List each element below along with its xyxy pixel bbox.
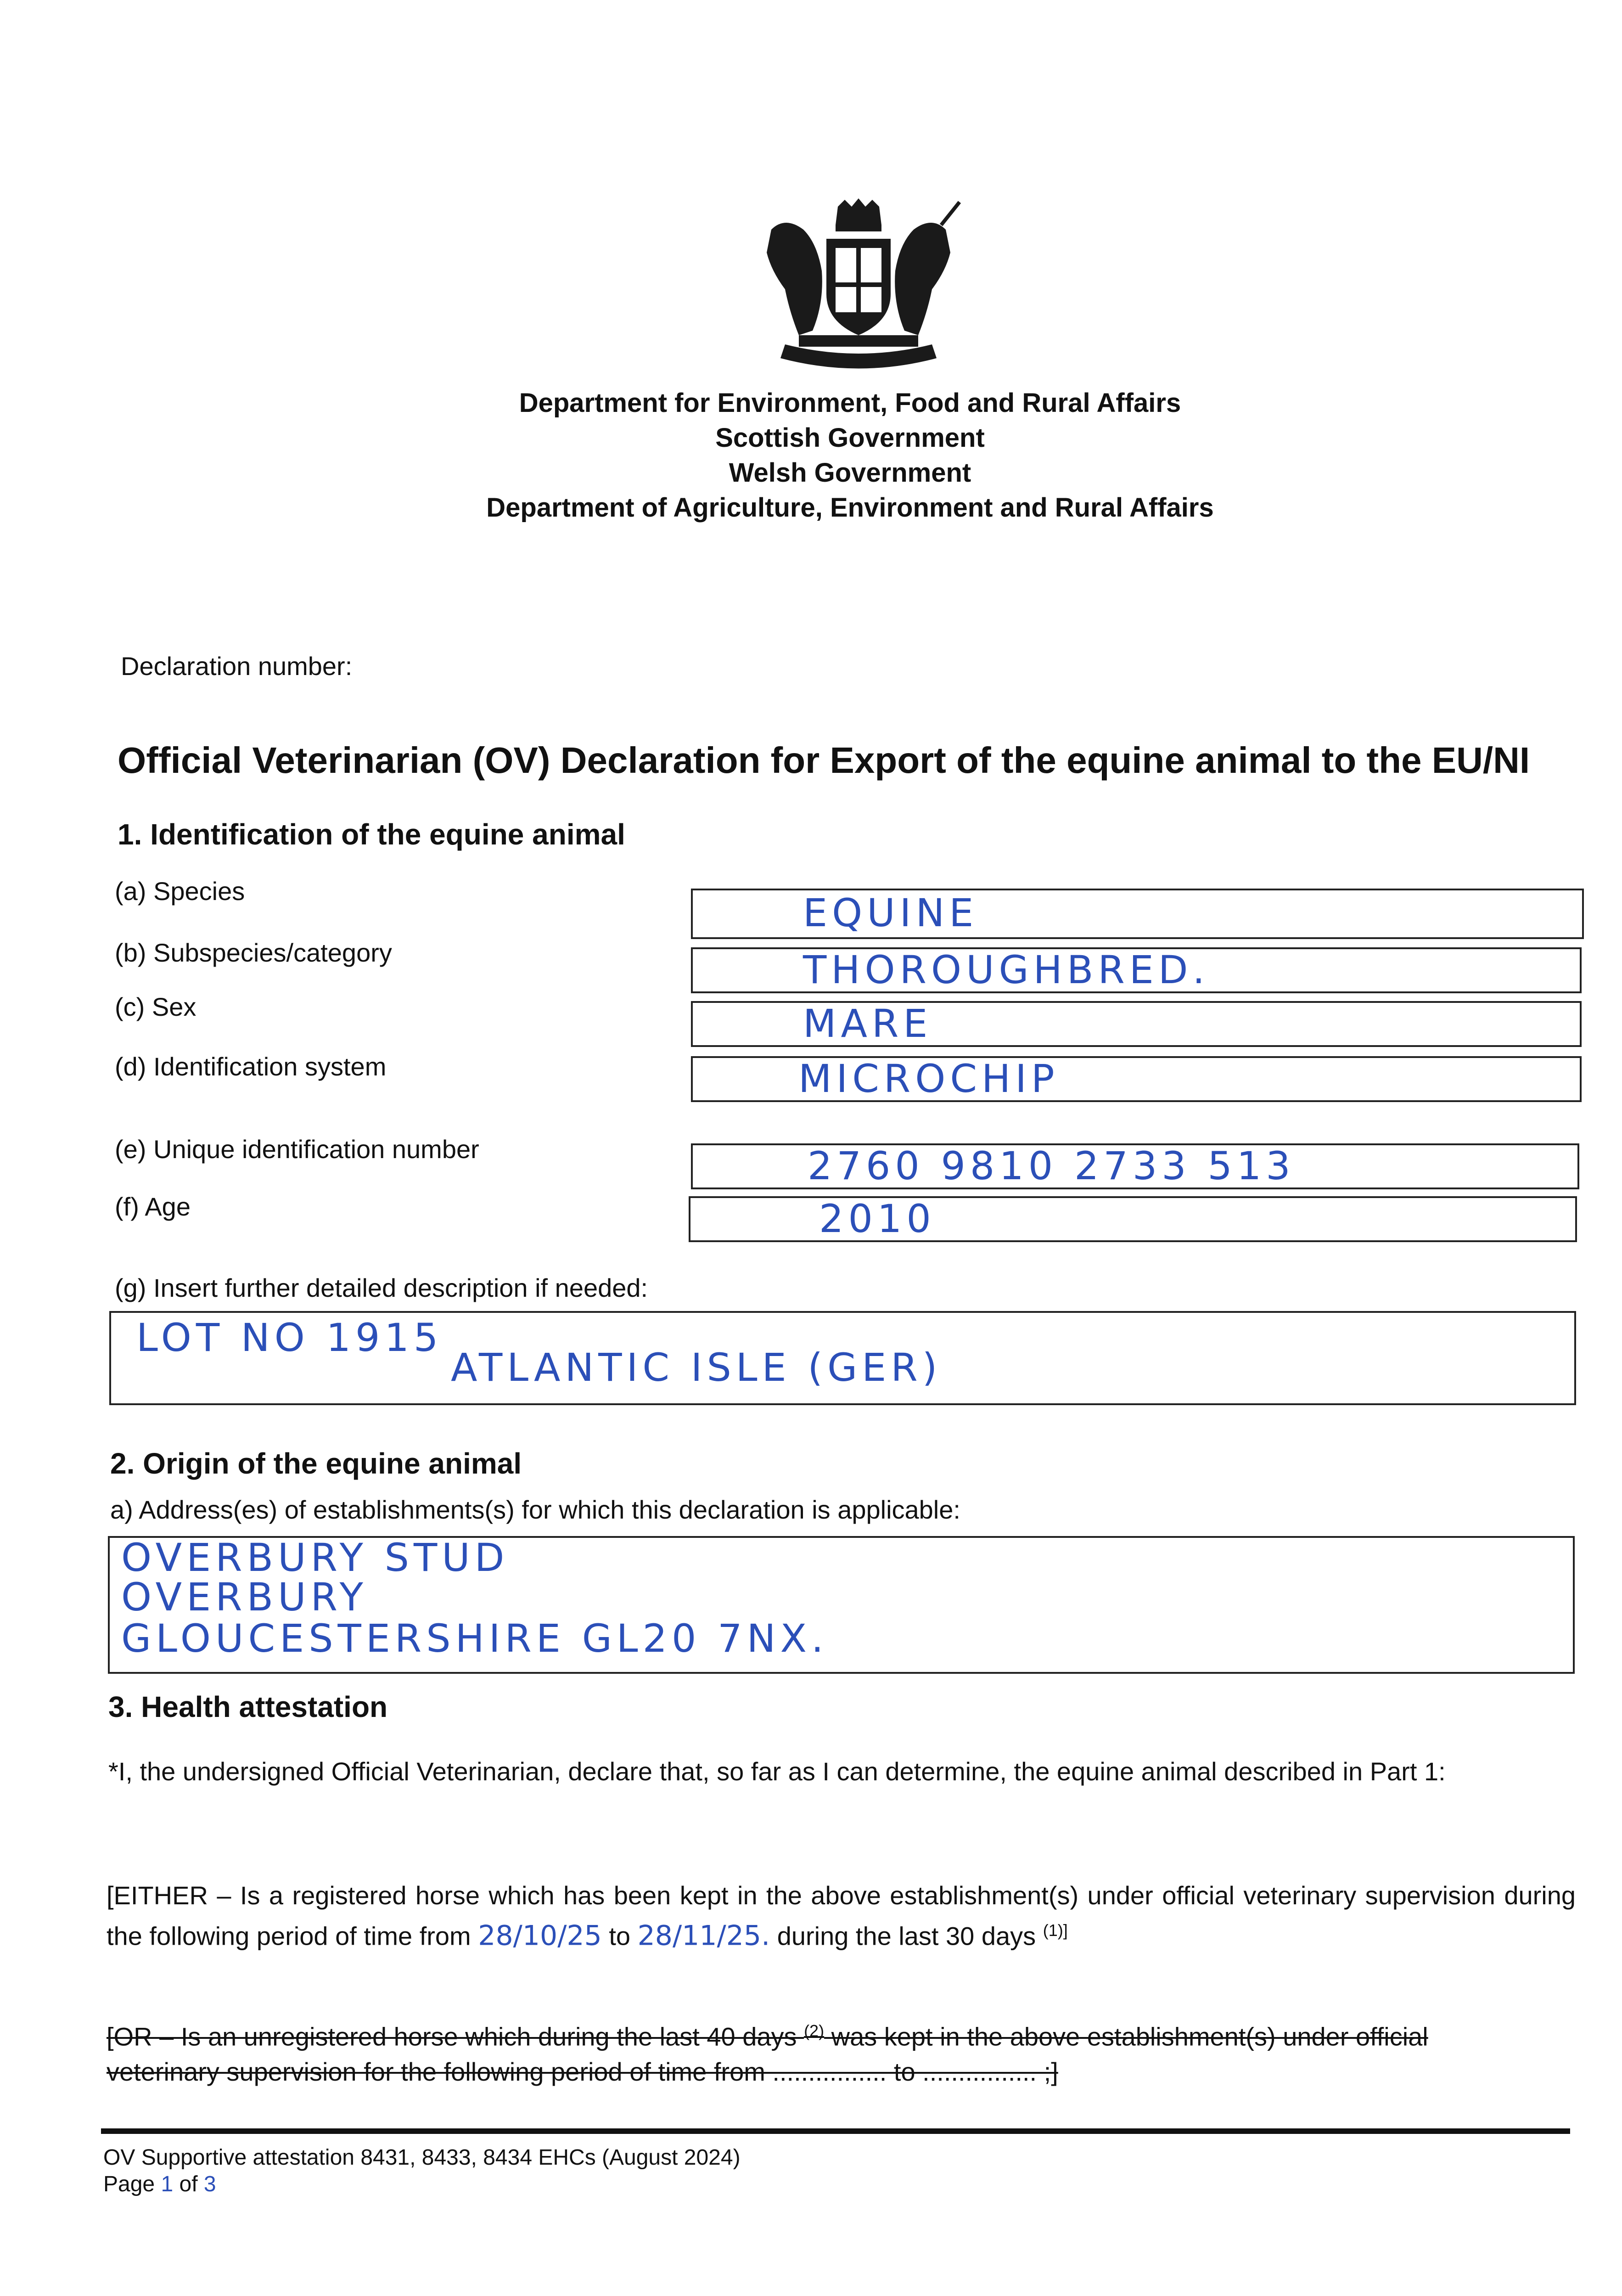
department-line-4: Department of Agriculture, Environment and Rural Affairs bbox=[486, 493, 1214, 523]
unique-id-field[interactable] bbox=[691, 1143, 1579, 1189]
address-field[interactable] bbox=[108, 1536, 1575, 1674]
either-to-date: 28/11/25. bbox=[637, 1919, 770, 1952]
section1-heading: 1. Identification of the equine animal bbox=[118, 818, 625, 851]
royal-coat-of-arms-logo bbox=[744, 197, 973, 377]
either-to-word: to bbox=[609, 1921, 631, 1951]
department-line-1: Department for Environment, Food and Rural Affairs bbox=[519, 388, 1181, 418]
either-tail: during the last 30 days bbox=[777, 1921, 1036, 1951]
footer-attestation: OV Supportive attestation 8431, 8433, 8434 EHCs (August 2024) bbox=[103, 2145, 741, 2170]
page-of: of bbox=[179, 2172, 198, 2196]
declaration-number-label: Declaration number: bbox=[121, 652, 353, 681]
identification-system-value: MICROCHIP bbox=[798, 1056, 1059, 1101]
further-description-label: (g) Insert further detailed description if needed: bbox=[115, 1273, 648, 1302]
subspecies-field[interactable] bbox=[691, 947, 1582, 993]
address-line1: OVERBURY STUD bbox=[121, 1535, 509, 1580]
species-value: EQUINE bbox=[803, 890, 978, 935]
page-current: 1 bbox=[161, 2172, 174, 2196]
further-description-line2: ATLANTIC ISLE (GER) bbox=[451, 1345, 942, 1390]
sex-field[interactable] bbox=[691, 1001, 1582, 1047]
footer-divider bbox=[101, 2128, 1570, 2134]
or-footnote-ref: (2) bbox=[804, 2021, 825, 2040]
department-header bbox=[0, 386, 1622, 525]
or-text-1: [OR – Is an unregistered horse which during the last 40 days bbox=[107, 2022, 797, 2051]
sex-value: MARE bbox=[803, 1001, 932, 1046]
either-from-date: 28/10/25 bbox=[478, 1919, 602, 1952]
species-label: (a) Species bbox=[115, 877, 245, 906]
health-attestation-intro: *I, the undersigned Official Veterinarian, declare that, so far as I can determine, the equine animal described in Part 1: bbox=[108, 1757, 1446, 1786]
identification-system-label: (d) Identification system bbox=[115, 1052, 387, 1081]
age-field[interactable] bbox=[689, 1196, 1577, 1242]
unique-id-value: 2760 9810 2733 513 bbox=[808, 1143, 1295, 1188]
footer bbox=[103, 2144, 741, 2198]
either-clause bbox=[107, 1878, 1576, 1954]
page-total: 3 bbox=[203, 2172, 216, 2196]
subspecies-value: THOROUGHBRED. bbox=[803, 947, 1210, 992]
department-line-3: Welsh Government bbox=[729, 458, 971, 488]
either-text: [EITHER – Is a registered horse which has been kept in the above establishment(s) under official veterinary supervision during the following period of time from bbox=[107, 1881, 1576, 1951]
either-footnote-ref: (1)] bbox=[1043, 1921, 1068, 1940]
age-label: (f) Age bbox=[115, 1192, 191, 1221]
page-title: Official Veterinarian (OV) Declaration for Export of the equine animal to the EU/NI bbox=[118, 740, 1530, 781]
page-indicator bbox=[103, 2171, 741, 2198]
age-value: 2010 bbox=[819, 1196, 936, 1241]
or-text-2: veterinary supervision for the following period of time from ................ to ................ ;] bbox=[107, 2057, 1058, 2086]
species-field[interactable] bbox=[691, 889, 1584, 939]
or-text-1b: was kept in the above establishment(s) under official bbox=[831, 2022, 1428, 2051]
section2-heading: 2. Origin of the equine animal bbox=[110, 1447, 522, 1480]
sex-label: (c) Sex bbox=[115, 992, 196, 1021]
address-label: a) Address(es) of establishments(s) for which this declaration is applicable: bbox=[110, 1495, 960, 1524]
further-description-field[interactable] bbox=[109, 1311, 1576, 1405]
department-line-2: Scottish Government bbox=[715, 423, 985, 453]
address-line3: GLOUCESTERSHIRE GL20 7NX. bbox=[121, 1616, 828, 1661]
address-line2: OVERBURY bbox=[121, 1575, 368, 1620]
page-word: Page bbox=[103, 2172, 155, 2196]
identification-system-field[interactable] bbox=[691, 1056, 1582, 1102]
or-clause bbox=[107, 2014, 1576, 2089]
further-description-line1: LOT NO 1915 bbox=[136, 1315, 443, 1360]
subspecies-label: (b) Subspecies/category bbox=[115, 938, 392, 967]
unique-id-label: (e) Unique identification number bbox=[115, 1135, 479, 1164]
section3-heading: 3. Health attestation bbox=[108, 1690, 388, 1723]
